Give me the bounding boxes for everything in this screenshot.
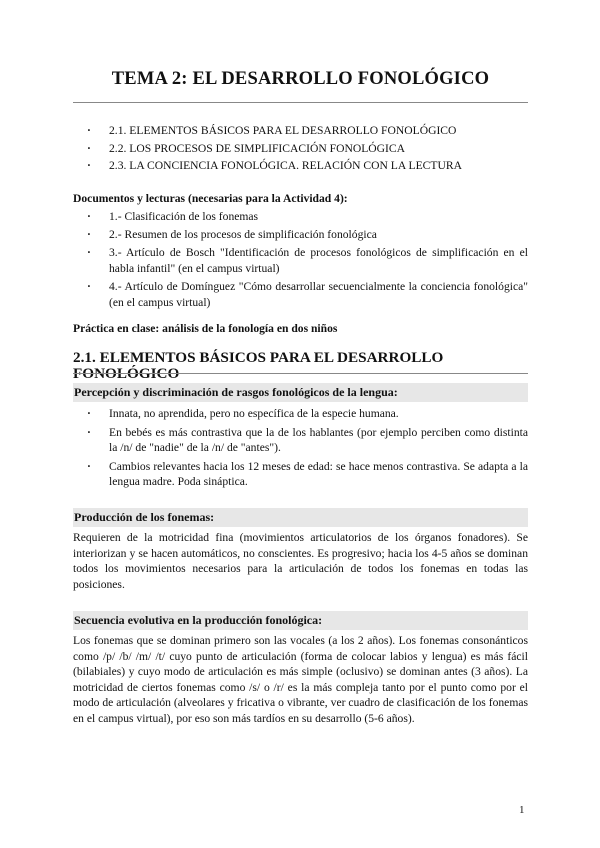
box-sequence-heading: Secuencia evolutiva en la producción fonológica:: [73, 611, 528, 630]
docs-item: · 2.- Resumen de los procesos de simplificación fonológica: [87, 227, 528, 243]
practice-note: Práctica en clase: análisis de la fonología en dos niños: [73, 322, 338, 335]
section-heading: 2.1. ELEMENTOS BÁSICOS PARA EL DESARROLLO FONOLÓGICO: [73, 349, 444, 382]
title-rule: [73, 102, 528, 103]
docs-list: [87, 209, 528, 310]
section-rule: [73, 373, 528, 374]
perception-list: [87, 406, 528, 490]
perception-item: · En bebés es más contrastiva que la de los hablantes (por ejemplo perciben como distinta la /n/ de "nadie" de la /n/ de "antes").: [87, 425, 528, 456]
production-paragraph: Requieren de la motricidad fina (movimientos articulatorios de los órganos fonadores). Se interiorizan y se hacen automáticos, no conscientes. Es progresivo; hacia los 4-5 años se dominan todos los movimientos necesarios para la articulación de todos los fonemas en todas las posiciones.: [73, 531, 528, 591]
toc-item: · 2.1. ELEMENTOS BÁSICOS PARA EL DESARROLLO FONOLÓGICO: [87, 123, 528, 139]
docs-item: · 4.- Artículo de Domínguez "Cómo desarrollar secuencialmente la conciencia fonológica" (en el campus virtual): [87, 279, 528, 310]
page-number: 1: [519, 804, 525, 816]
toc-item: · 2.2. LOS PROCESOS DE SIMPLIFICACIÓN FONOLÓGICA: [87, 141, 528, 157]
box-perception-heading: Percepción y discriminación de rasgos fonológicos de la lengua:: [73, 383, 528, 402]
toc-list: [87, 123, 528, 176]
docs-item: · 3.- Artículo de Bosch "Identificación de procesos fonológicos de simplificación en el habla infantil" (en el campus virtual): [87, 245, 528, 276]
document-page: [73, 0, 528, 848]
docs-item: · 1.- Clasificación de los fonemas: [87, 209, 528, 225]
box-production-heading: Producción de los fonemas:: [73, 508, 528, 527]
docs-heading: Documentos y lecturas (necesarias para la Actividad 4):: [73, 192, 348, 205]
document-title: TEMA 2: EL DESARROLLO FONOLÓGICO: [111, 69, 490, 89]
sequence-paragraph: Los fonemas que se dominan primero son las vocales (a los 2 años). Los fonemas consonánticos como /p/ /b/ /m/ /t/ cuyo punto de articulación (forma de colocar labios y lengua) es más fácil (bilabiales) y cuyo modo de articulación es más simple (oclusivo) se dominan antes (3 años). La motricidad de ciertos fonemas como /s/ o /r/ es la más compleja tanto por el punto como por el modo de articulación (alveolares y fricativa o vibrante, ver cuadro de clasificación de los fonemas en el campus virtual), por eso son más tardíos en su desarrollo (5-6 años).: [73, 634, 528, 725]
toc-item: · 2.3. LA CONCIENCIA FONOLÓGICA. RELACIÓN CON LA LECTURA: [87, 158, 528, 174]
perception-item: · Innata, no aprendida, pero no específica de la especie humana.: [87, 406, 528, 422]
perception-item: · Cambios relevantes hacia los 12 meses de edad: se hace menos contrastiva. Se adapta a la lengua madre. Poda sináptica.: [87, 459, 528, 490]
